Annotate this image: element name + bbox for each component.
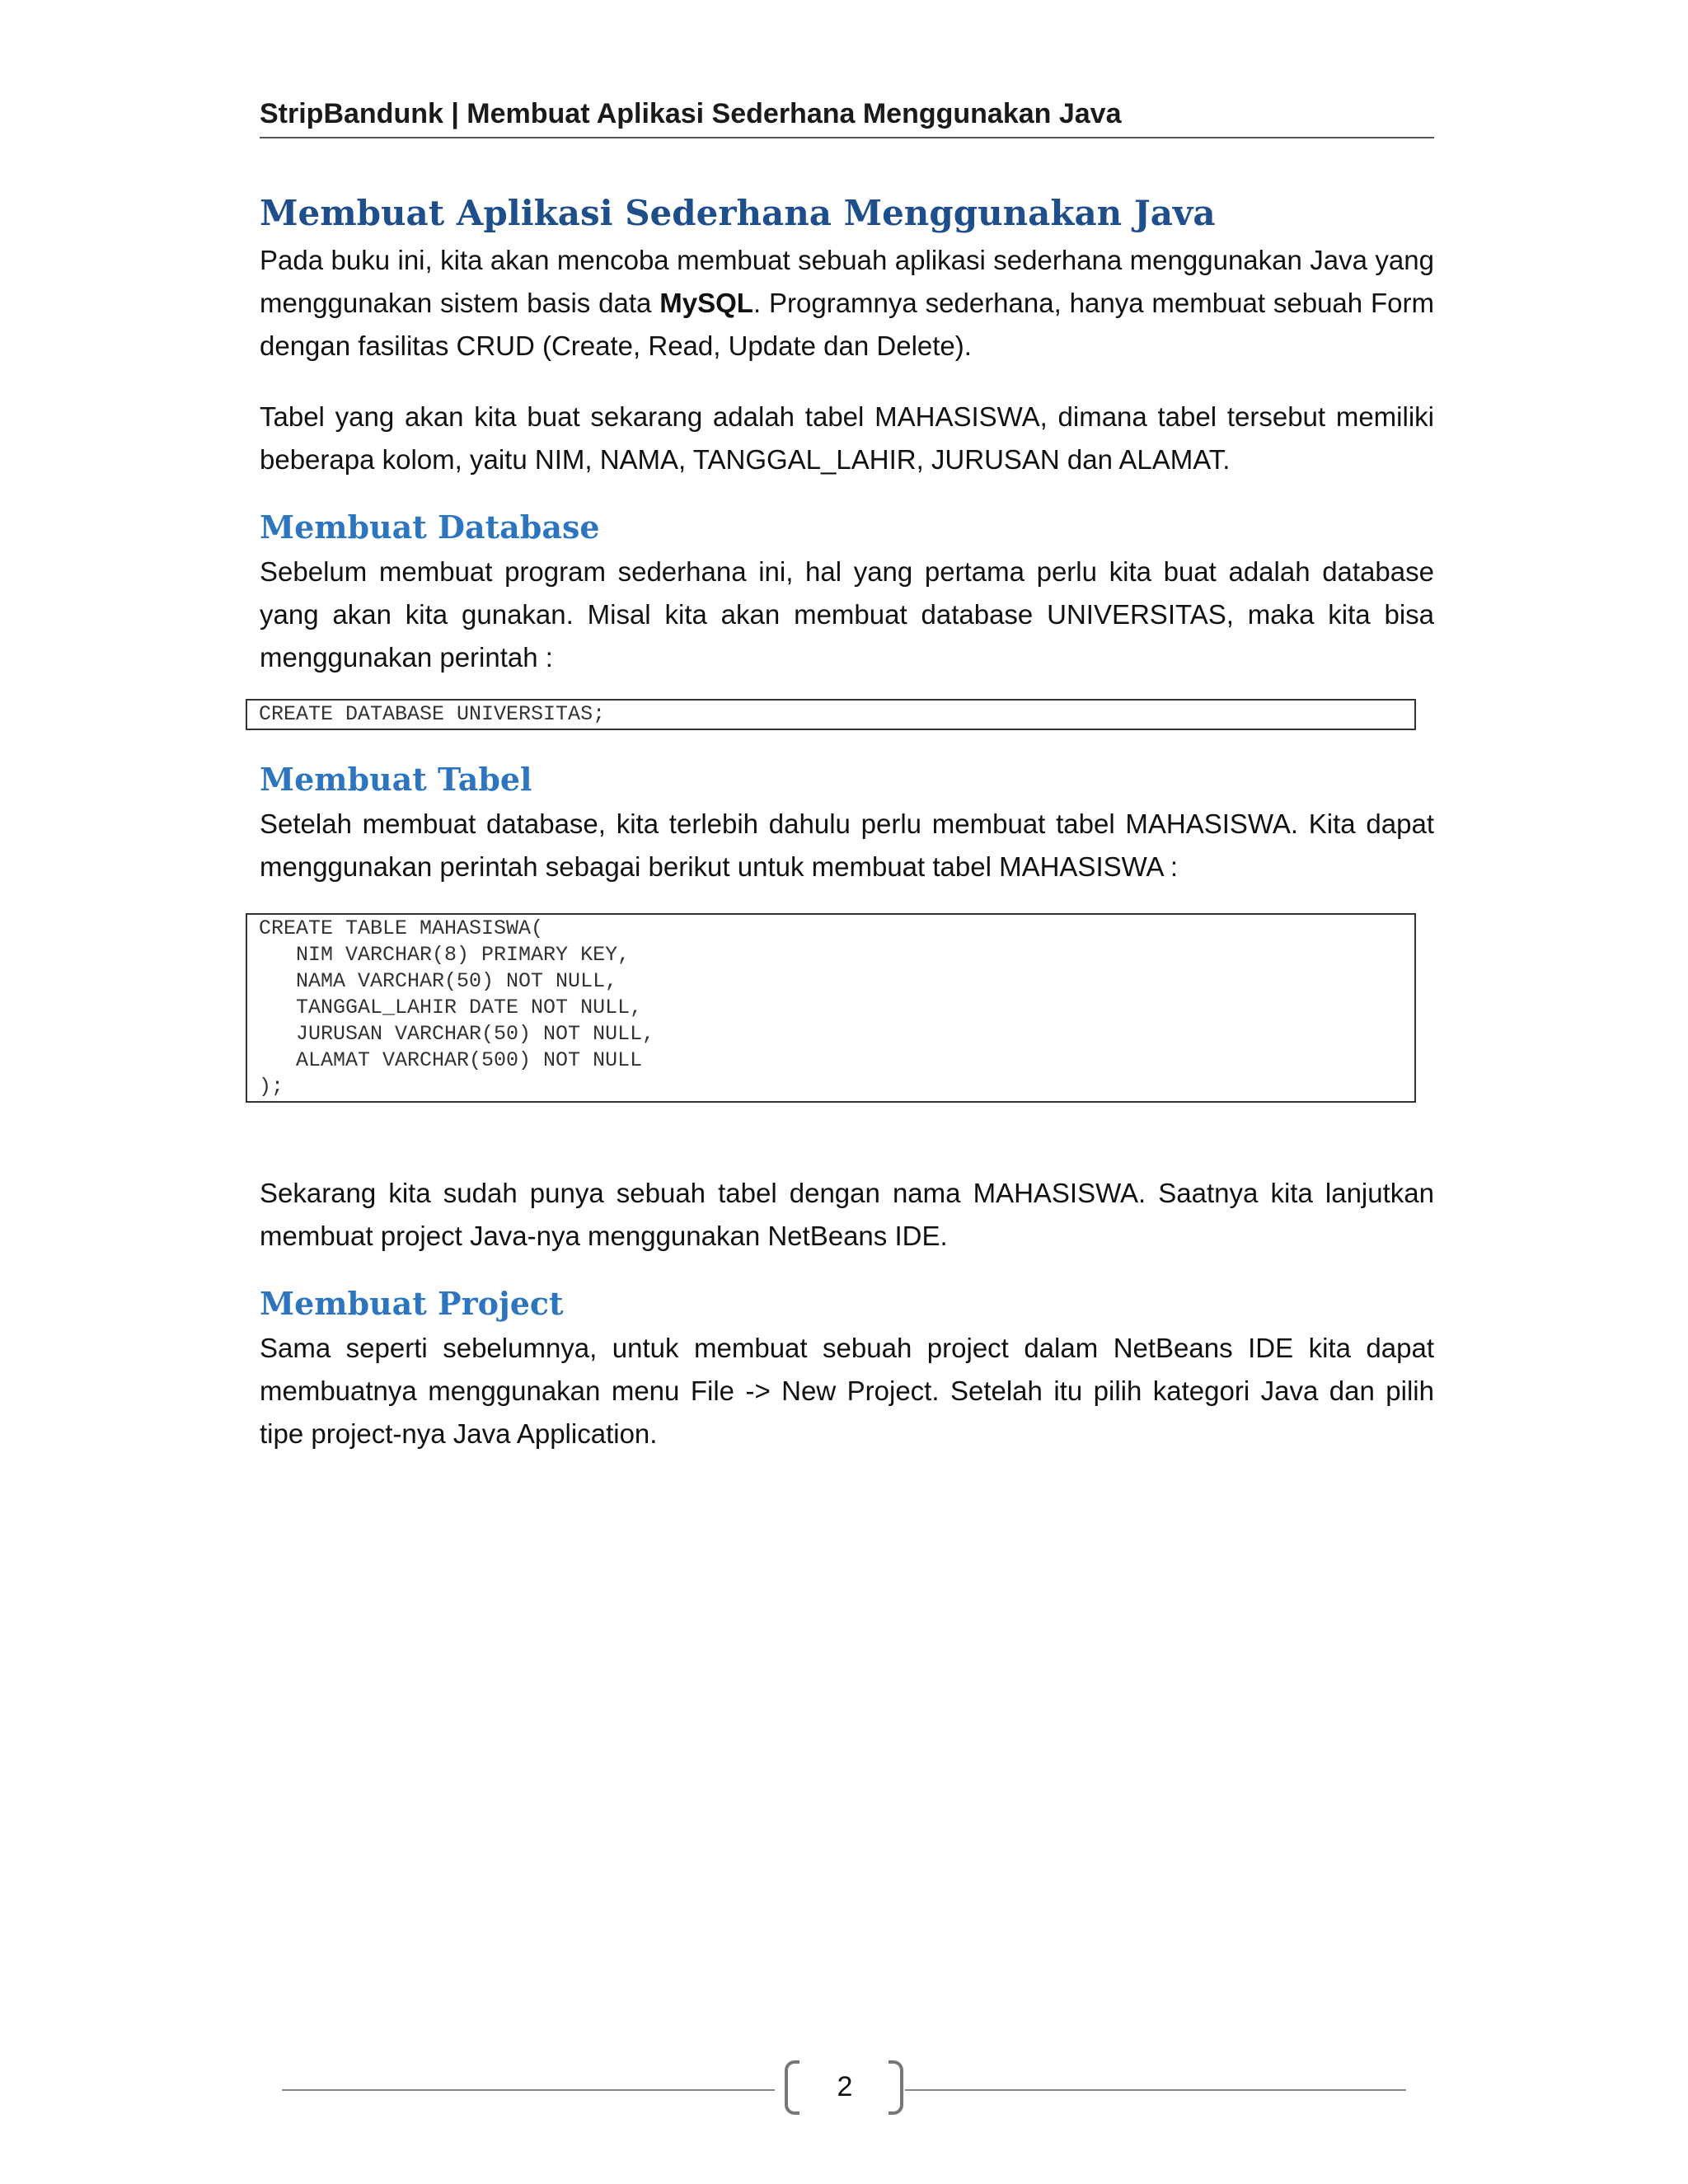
- table-heading: Membuat Tabel: [260, 761, 532, 798]
- table-description-paragraph: Tabel yang akan kita buat sekarang adalah tabel MAHASISWA, dimana tabel tersebut memiliki beberapa kolom, yaitu NIM, NAMA, TANGGAL_LAHIR, JURUSAN dan ALAMAT.: [260, 401, 1434, 475]
- create-database-code: CREATE DATABASE UNIVERSITAS;: [246, 699, 1416, 730]
- intro-mysql-bold: MySQL: [659, 288, 753, 318]
- main-heading: Membuat Aplikasi Sederhana Menggunakan Java: [260, 193, 1216, 233]
- database-heading: Membuat Database: [260, 509, 600, 546]
- intro-paragraph: [260, 239, 1434, 368]
- document-body: [260, 188, 1434, 1455]
- intro-text-end: . Programnya sederhana, hanya membuat sebuah Form dengan fasilitas CRUD (Create, Read, Update dan Delete).: [260, 288, 1434, 361]
- project-heading: Membuat Project: [260, 1285, 564, 1322]
- footer-rule-left: [282, 2089, 775, 2091]
- create-table-code: CREATE TABLE MAHASISWA( NIM VARCHAR(8) PRIMARY KEY, NAMA VARCHAR(50) NOT NULL, TANGGAL_LAHIR DATE NOT NULL, JURUSAN VARCHAR(50) NOT NULL, ALAMAT VARCHAR(500) NOT NULL );: [246, 913, 1416, 1103]
- table-after-paragraph: Sekarang kita sudah punya sebuah tabel dengan nama MAHASISWA. Saatnya kita lanjutkan membuat project Java-nya menggunakan NetBeans IDE.: [260, 1178, 1434, 1251]
- footer-bracket-right: [889, 2060, 903, 2115]
- footer-rule-right: [905, 2089, 1406, 2091]
- footer-bracket-left: [785, 2060, 799, 2115]
- table-paragraph: Setelah membuat database, kita terlebih dahulu perlu membuat tabel MAHASISWA. Kita dapat menggunakan perintah sebagai berikut untuk membuat tabel MAHASISWA :: [260, 808, 1434, 882]
- page-number: 2: [837, 2071, 853, 2102]
- intro-text-start: Pada buku ini, kita akan mencoba membuat sebuah aplikasi sederhana menggunakan Java yang menggunakan sistem basis data: [260, 245, 1434, 318]
- project-paragraph: Sama seperti sebelumnya, untuk membuat sebuah project dalam NetBeans IDE kita dapat membuatnya menggunakan menu File -> New Project. Setelah itu pilih kategori Java dan pilih tipe project-nya Java Application.: [260, 1333, 1434, 1449]
- page-header: StripBandunk | Membuat Aplikasi Sederhana Menggunakan Java: [260, 97, 1434, 138]
- database-paragraph: Sebelum membuat program sederhana ini, hal yang pertama perlu kita buat adalah database yang akan kita gunakan. Misal kita akan membuat database UNIVERSITAS, maka kita bisa menggunakan perintah :: [260, 556, 1434, 673]
